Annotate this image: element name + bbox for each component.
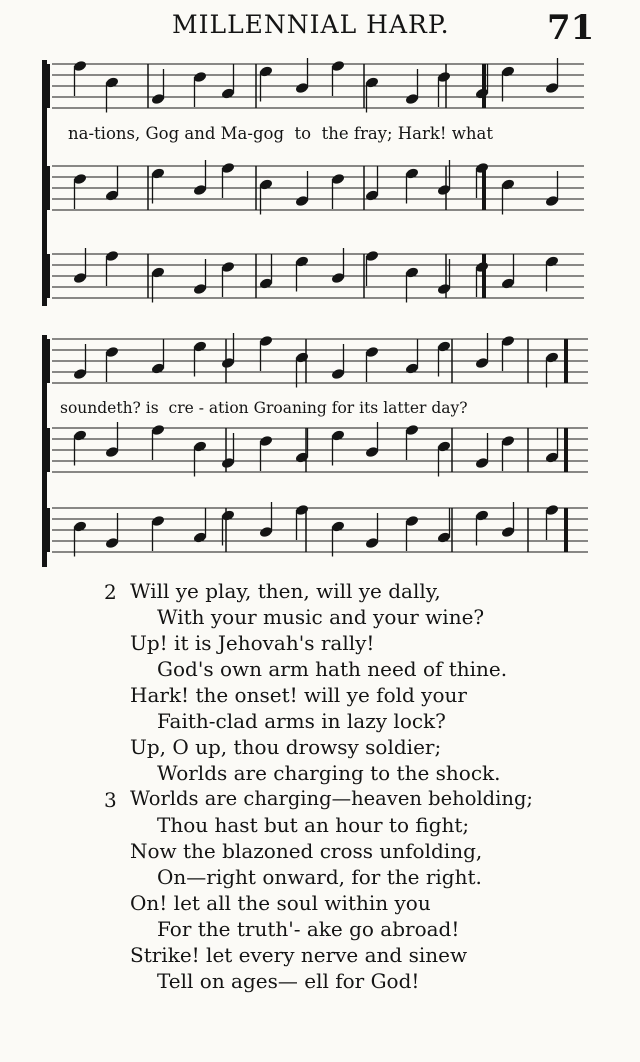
verse-3-line-4: On—right onward, for the right. [157, 865, 482, 889]
verse-2-line-8: Worlds are charging to the shock. [157, 761, 501, 785]
system-bracket [42, 60, 47, 306]
verse-3-number: 3 [104, 788, 117, 812]
verse-2-line-3: Up! it is Jehovah's rally! [130, 631, 375, 655]
lyric-line-1: na-tions, Gog and Ma-gog to the fray; Hark! what [68, 124, 493, 143]
verse-2-line-2: With your music and your wine? [157, 605, 485, 629]
page-title: MILLENNIAL HARP. [172, 10, 450, 39]
verse-3-line-1: Worlds are charging—heaven beholding; [130, 787, 534, 810]
verse-2-line-6: Faith-clad arms in lazy lock? [157, 709, 446, 733]
verse-3-line-8: Tell on ages— ell for God! [157, 969, 420, 993]
verse-3-line-6: For the truth'- ake go abroad! [157, 917, 460, 941]
verse-3-line-3: Now the blazoned cross unfolding, [130, 839, 483, 863]
verse-3-line-5: On! let all the soul within you [130, 891, 431, 915]
system-bracket [42, 335, 47, 567]
verse-2-line-1: Will ye play, then, will ye dally, [130, 579, 441, 603]
verse-2-line-7: Up, O up, thou drowsy soldier; [130, 735, 442, 759]
page-number: 71 [547, 8, 595, 48]
verse-3-line-7: Strike! let every nerve and sinew [130, 943, 468, 967]
verse-2-number: 2 [104, 580, 117, 604]
verse-3-line-2: Thou hast but an hour to fight; [157, 813, 470, 837]
verse-2-line-4: God's own arm hath need of thine. [157, 657, 508, 681]
lyric-line-2: soundeth? is cre - ation Groaning for its latter day? [60, 399, 468, 417]
verse-2-line-5: Hark! the onset! will ye fold your [130, 683, 467, 707]
